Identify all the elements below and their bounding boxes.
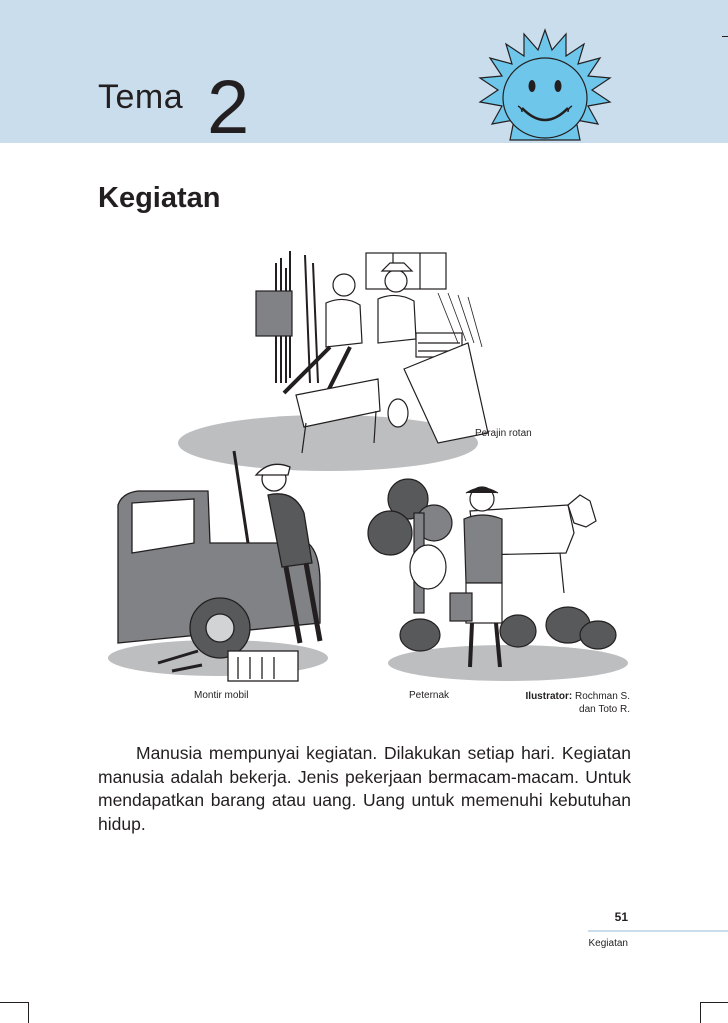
sun-icon xyxy=(470,28,620,143)
crop-mark xyxy=(700,1002,701,1023)
body-paragraph-text: Manusia mempunyai kegiatan. Dilakukan setiap hari. Kegiatan manusia adalah bekerja. Jenis pekerjaan bermacam-macam. Untuk mendapatkan barang atau uang. Uang untuk memenuhi kebutuhan hidup. xyxy=(98,743,631,834)
chapter-title: Kegiatan xyxy=(98,182,221,214)
credit-label: Ilustrator: xyxy=(525,691,573,702)
credit-name-line2: dan Toto R. xyxy=(579,704,630,715)
illustrator-credit xyxy=(500,690,630,716)
tema-number: 2 xyxy=(207,65,250,150)
crop-mark xyxy=(0,1002,28,1003)
crop-mark xyxy=(722,36,728,37)
rattan-scene xyxy=(178,251,488,471)
credit-name-line1: Rochman S. xyxy=(574,691,630,702)
caption-rattan: Perajin rotan xyxy=(475,428,532,439)
mechanic-scene xyxy=(108,451,328,681)
page-number: 51 xyxy=(614,910,628,924)
farmer-scene xyxy=(368,479,628,681)
footer-rule xyxy=(588,930,728,932)
work-illustration xyxy=(98,243,638,723)
running-footer: Kegiatan xyxy=(588,938,628,949)
body-paragraph xyxy=(98,742,631,836)
crop-mark xyxy=(701,1002,728,1003)
tema-label: Tema xyxy=(98,78,184,116)
crop-mark xyxy=(28,1002,29,1023)
caption-mechanic: Montir mobil xyxy=(194,690,249,701)
caption-farmer: Peternak xyxy=(409,690,450,701)
